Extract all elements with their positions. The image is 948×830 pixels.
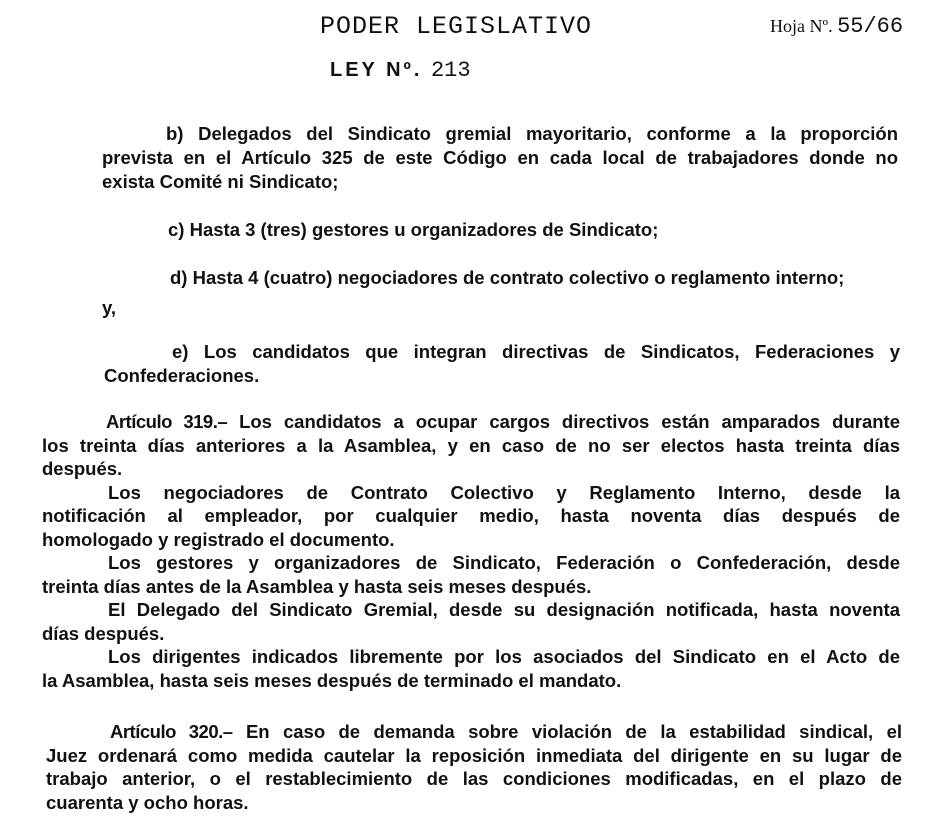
item-d-tail: y, (102, 297, 117, 318)
art320-line2: Juez ordenará como medida cautelar la reposición inmediata del dirigente en su lugar de (46, 744, 902, 766)
header-title: PODER LEGISLATIVO (320, 12, 593, 41)
item-e (104, 340, 900, 388)
art319-p1-line2: los treinta días anteriores a la Asamblea, y en caso de no ser electos hasta treinta días (42, 434, 900, 456)
ley-label: LEY Nº. (330, 59, 423, 81)
hoja-label: Hoja Nº. (770, 16, 833, 36)
item-d-label: d) (170, 267, 188, 288)
hoja-number: 55/66 (837, 14, 904, 39)
item-b-label: b) (166, 123, 184, 144)
item-e-line2: Confederaciones. (104, 365, 260, 386)
art319-p1-line1: Los candidatos a ocupar cargos directivos están amparados durante (239, 411, 900, 432)
art320-line3: trabajo anterior, o el restablecimiento de las condiciones modificadas, en el plazo de (46, 768, 902, 789)
page-number (770, 14, 903, 39)
art319-p3-line1: Los gestores y organizadores de Sindicato, Federación o Confederación, desde (108, 552, 900, 573)
article-320-heading: Artículo 320.– (110, 721, 233, 742)
item-d (102, 266, 898, 320)
item-b (102, 122, 898, 194)
art319-p2-line3: homologado y registrado el documento. (42, 528, 395, 550)
article-319 (42, 410, 900, 692)
art320-line1: En caso de demanda sobre violación de la estabilidad sindical, el (245, 721, 902, 742)
item-d-text: Hasta 4 (cuatro) negociadores de contrato colectivo o reglamento interno; (192, 267, 845, 288)
item-b-line3: exista Comité ni Sindicato; (102, 171, 339, 192)
item-e-line1: Los candidatos que integran directivas de Sindicatos, Federaciones y (203, 341, 900, 362)
item-c (168, 218, 908, 242)
art319-p5-line1: Los dirigentes indicados libremente por los asociados del Sindicato en el Acto de (108, 646, 900, 667)
art319-p2-line1: Los negociadores de Contrato Colectivo y Reglamento Interno, desde la (108, 481, 900, 503)
art319-p4-line2: días después. (42, 622, 165, 644)
law-number (330, 58, 471, 83)
item-c-label: c) (168, 219, 185, 240)
art320-line4: cuarenta y ocho horas. (46, 791, 249, 813)
ley-number: 213 (430, 58, 471, 83)
art319-p1-line3: después. (42, 458, 123, 479)
item-b-line1: Delegados del Sindicato gremial mayoritario, conforme a la proporción (198, 123, 899, 144)
art319-p2-line2: notificación al empleador, por cualquier medio, hasta noventa días después de (42, 505, 900, 526)
article-320 (46, 720, 902, 814)
item-c-text: Hasta 3 (tres) gestores u organizadores de Sindicato; (189, 219, 659, 240)
art319-p5-line2: la Asamblea, hasta seis meses después de terminado el mandato. (42, 669, 622, 691)
art319-p3-line2: treinta días antes de la Asamblea y hasta seis meses después. (42, 575, 592, 597)
article-319-heading: Artículo 319.– (106, 411, 228, 432)
art319-p4-line1: El Delegado del Sindicato Gremial, desde su designación notificada, hasta noventa (108, 599, 900, 620)
item-b-line2: prevista en el Artículo 325 de este Código en cada local de trabajadores donde no (102, 147, 898, 168)
item-e-label: e) (172, 341, 189, 362)
